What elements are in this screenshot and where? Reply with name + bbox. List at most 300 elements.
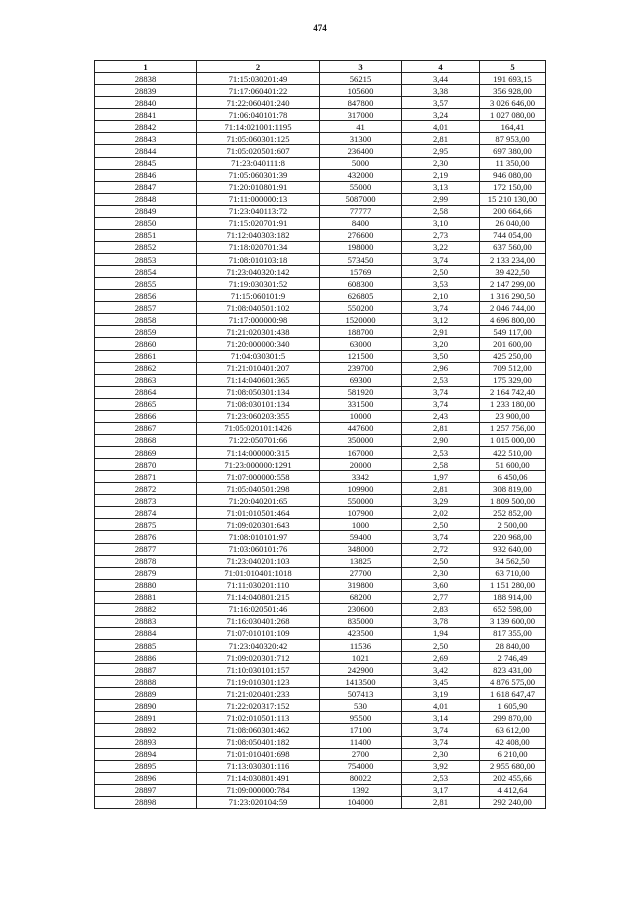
table-row (95, 627, 546, 639)
row-number-cell: 28846 (95, 169, 197, 181)
cadastral-number-cell: 71:23:040320:42 (197, 640, 320, 652)
area-cell: 348000 (320, 543, 402, 555)
rate-cell: 3,19 (402, 688, 480, 700)
row-number-cell: 28867 (95, 422, 197, 434)
cadastral-number-cell: 71:09:020301:643 (197, 519, 320, 531)
cadastral-number-cell: 71:23:040320:142 (197, 266, 320, 278)
cadastral-number-cell: 71:05:020101:1426 (197, 422, 320, 434)
rate-cell: 3,14 (402, 712, 480, 724)
cadastral-value-cell: 252 852,00 (480, 507, 546, 519)
cadastral-number-cell: 71:15:020701:91 (197, 217, 320, 229)
table-row (95, 109, 546, 121)
cadastral-number-cell: 71:21:020301:438 (197, 326, 320, 338)
row-number-cell: 28875 (95, 519, 197, 531)
cadastral-value-cell: 1 316 290,50 (480, 290, 546, 302)
rate-cell: 3,74 (402, 386, 480, 398)
cadastral-value-cell: 1 027 080,00 (480, 109, 546, 121)
rate-cell: 3,38 (402, 85, 480, 97)
rate-cell: 4,01 (402, 121, 480, 133)
area-cell: 69300 (320, 374, 402, 386)
area-cell: 10000 (320, 410, 402, 422)
table-row (95, 241, 546, 253)
cadastral-number-cell: 71:04:030301:5 (197, 350, 320, 362)
cadastral-value-cell: 220 968,00 (480, 531, 546, 543)
table-row (95, 555, 546, 567)
row-number-cell: 28896 (95, 772, 197, 784)
rate-cell: 2,02 (402, 507, 480, 519)
cadastral-number-cell: 71:08:040501:102 (197, 302, 320, 314)
row-number-cell: 28869 (95, 447, 197, 459)
rate-cell: 3,53 (402, 278, 480, 290)
cadastral-number-cell: 71:23:040201:103 (197, 555, 320, 567)
cadastral-value-cell: 6 450,06 (480, 471, 546, 483)
cadastral-value-cell: 172 150,00 (480, 181, 546, 193)
table-row (95, 640, 546, 652)
area-cell: 5087000 (320, 193, 402, 205)
row-number-cell: 28863 (95, 374, 197, 386)
rate-cell: 2,90 (402, 434, 480, 446)
row-number-cell: 28857 (95, 302, 197, 314)
rate-cell: 2,69 (402, 652, 480, 664)
rate-cell: 3,13 (402, 181, 480, 193)
area-cell: 41 (320, 121, 402, 133)
cadastral-value-cell: 2 746,49 (480, 652, 546, 664)
column-header-4: 4 (402, 61, 480, 73)
table-row (95, 302, 546, 314)
area-cell: 104000 (320, 796, 402, 808)
cadastral-value-cell: 200 664,66 (480, 205, 546, 217)
rate-cell: 2,83 (402, 603, 480, 615)
cadastral-number-cell: 71:21:010401:207 (197, 362, 320, 374)
table-row (95, 495, 546, 507)
table-row (95, 145, 546, 157)
row-number-cell: 28881 (95, 591, 197, 603)
rate-cell: 3,12 (402, 314, 480, 326)
table-row (95, 290, 546, 302)
cadastral-value-cell: 4 412,64 (480, 784, 546, 796)
cadastral-value-cell: 425 250,00 (480, 350, 546, 362)
rate-cell: 2,19 (402, 169, 480, 181)
cadastral-value-cell: 42 408,00 (480, 736, 546, 748)
table-row (95, 784, 546, 796)
cadastral-value-cell: 356 928,00 (480, 85, 546, 97)
table-row (95, 688, 546, 700)
rate-cell: 3,17 (402, 784, 480, 796)
rate-cell: 3,74 (402, 531, 480, 543)
table-header-row (95, 61, 546, 73)
rate-cell: 2,30 (402, 567, 480, 579)
table-row (95, 133, 546, 145)
cadastral-value-cell: 652 598,00 (480, 603, 546, 615)
rate-cell: 2,50 (402, 266, 480, 278)
row-number-cell: 28880 (95, 579, 197, 591)
cadastral-number-cell: 71:22:020317:152 (197, 700, 320, 712)
area-cell: 317000 (320, 109, 402, 121)
rate-cell: 1,94 (402, 627, 480, 639)
area-cell: 109900 (320, 483, 402, 495)
row-number-cell: 28883 (95, 615, 197, 627)
area-cell: 550000 (320, 495, 402, 507)
rate-cell: 2,81 (402, 796, 480, 808)
table-row (95, 266, 546, 278)
rate-cell: 3,10 (402, 217, 480, 229)
rate-cell: 2,96 (402, 362, 480, 374)
cadastral-value-cell: 201 600,00 (480, 338, 546, 350)
area-cell: 105600 (320, 85, 402, 97)
table-row (95, 664, 546, 676)
table-row (95, 459, 546, 471)
rate-cell: 2,58 (402, 459, 480, 471)
cadastral-value-cell: 26 040,00 (480, 217, 546, 229)
table-body (95, 73, 546, 809)
area-cell: 80022 (320, 772, 402, 784)
table-row (95, 326, 546, 338)
rate-cell: 2,91 (402, 326, 480, 338)
table-row (95, 434, 546, 446)
cadastral-value-cell: 51 600,00 (480, 459, 546, 471)
cadastral-number-cell: 71:08:030101:134 (197, 398, 320, 410)
column-header-5: 5 (480, 61, 546, 73)
cadastral-number-cell: 71:19:030301:52 (197, 278, 320, 290)
cadastral-value-cell: 1 233 180,00 (480, 398, 546, 410)
table-row (95, 736, 546, 748)
row-number-cell: 28893 (95, 736, 197, 748)
cadastral-number-cell: 71:08:060301:462 (197, 724, 320, 736)
rate-cell: 3,78 (402, 615, 480, 627)
cadastral-value-cell: 2 164 742,40 (480, 386, 546, 398)
table-row (95, 712, 546, 724)
cadastral-number-cell: 71:15:030201:49 (197, 73, 320, 85)
area-cell: 447600 (320, 422, 402, 434)
table-row (95, 157, 546, 169)
cadastral-number-cell: 71:14:030801:491 (197, 772, 320, 784)
table-row (95, 85, 546, 97)
table-row (95, 73, 546, 85)
table-row (95, 724, 546, 736)
area-cell: 107900 (320, 507, 402, 519)
rate-cell: 2,50 (402, 555, 480, 567)
row-number-cell: 28839 (95, 85, 197, 97)
row-number-cell: 28855 (95, 278, 197, 290)
rate-cell: 3,45 (402, 676, 480, 688)
table-row (95, 507, 546, 519)
area-cell: 5000 (320, 157, 402, 169)
row-number-cell: 28842 (95, 121, 197, 133)
rate-cell: 3,57 (402, 97, 480, 109)
table-row (95, 543, 546, 555)
cadastral-value-cell: 175 329,00 (480, 374, 546, 386)
cadastral-value-cell: 308 819,00 (480, 483, 546, 495)
area-cell: 56215 (320, 73, 402, 85)
cadastral-value-cell: 697 380,00 (480, 145, 546, 157)
area-cell: 68200 (320, 591, 402, 603)
table-row (95, 374, 546, 386)
table-row (95, 471, 546, 483)
row-number-cell: 28841 (95, 109, 197, 121)
row-number-cell: 28864 (95, 386, 197, 398)
rate-cell: 3,92 (402, 760, 480, 772)
row-number-cell: 28848 (95, 193, 197, 205)
cadastral-number-cell: 71:05:040501:298 (197, 483, 320, 495)
area-cell: 239700 (320, 362, 402, 374)
cadastral-value-table (94, 60, 546, 809)
cadastral-value-cell: 2 147 299,00 (480, 278, 546, 290)
cadastral-number-cell: 71:02:010501:113 (197, 712, 320, 724)
rate-cell: 3,74 (402, 724, 480, 736)
area-cell: 1413500 (320, 676, 402, 688)
table-row (95, 447, 546, 459)
cadastral-number-cell: 71:23:060203:355 (197, 410, 320, 422)
cadastral-value-cell: 422 510,00 (480, 447, 546, 459)
rate-cell: 2,73 (402, 229, 480, 241)
row-number-cell: 28872 (95, 483, 197, 495)
row-number-cell: 28845 (95, 157, 197, 169)
cadastral-number-cell: 71:19:010301:123 (197, 676, 320, 688)
area-cell: 432000 (320, 169, 402, 181)
rate-cell: 2,53 (402, 772, 480, 784)
table-row (95, 193, 546, 205)
cadastral-number-cell: 71:20:000000:340 (197, 338, 320, 350)
cadastral-value-cell: 23 900,00 (480, 410, 546, 422)
table-row (95, 652, 546, 664)
row-number-cell: 28887 (95, 664, 197, 676)
cadastral-value-cell: 3 026 646,00 (480, 97, 546, 109)
cadastral-number-cell: 71:07:000000:558 (197, 471, 320, 483)
row-number-cell: 28870 (95, 459, 197, 471)
rate-cell: 3,74 (402, 254, 480, 266)
row-number-cell: 28888 (95, 676, 197, 688)
row-number-cell: 28843 (95, 133, 197, 145)
cadastral-number-cell: 71:14:000000:315 (197, 447, 320, 459)
area-cell: 230600 (320, 603, 402, 615)
cadastral-number-cell: 71:17:000000:98 (197, 314, 320, 326)
area-cell: 63000 (320, 338, 402, 350)
cadastral-number-cell: 71:11:030201:110 (197, 579, 320, 591)
cadastral-value-cell: 946 080,00 (480, 169, 546, 181)
row-number-cell: 28871 (95, 471, 197, 483)
rate-cell: 2,58 (402, 205, 480, 217)
rate-cell: 2,30 (402, 748, 480, 760)
table-row (95, 760, 546, 772)
cadastral-value-cell: 1 257 756,00 (480, 422, 546, 434)
cadastral-number-cell: 71:23:020104:59 (197, 796, 320, 808)
cadastral-number-cell: 71:14:021001:1195 (197, 121, 320, 133)
cadastral-value-cell: 63 710,00 (480, 567, 546, 579)
cadastral-number-cell: 71:16:020501:46 (197, 603, 320, 615)
page-number: 474 (313, 23, 327, 33)
row-number-cell: 28862 (95, 362, 197, 374)
cadastral-value-cell: 1 809 500,00 (480, 495, 546, 507)
cadastral-value-cell: 87 953,00 (480, 133, 546, 145)
rate-cell: 2,53 (402, 447, 480, 459)
rate-cell: 3,74 (402, 302, 480, 314)
cadastral-value-cell: 3 139 600,00 (480, 615, 546, 627)
rate-cell: 2,53 (402, 374, 480, 386)
area-cell: 319800 (320, 579, 402, 591)
row-number-cell: 28850 (95, 217, 197, 229)
cadastral-number-cell: 71:23:040113:72 (197, 205, 320, 217)
row-number-cell: 28892 (95, 724, 197, 736)
cadastral-number-cell: 71:09:020301:712 (197, 652, 320, 664)
rate-cell: 2,77 (402, 591, 480, 603)
table-row (95, 386, 546, 398)
area-cell: 13825 (320, 555, 402, 567)
row-number-cell: 28866 (95, 410, 197, 422)
table-row (95, 362, 546, 374)
area-cell: 55000 (320, 181, 402, 193)
area-cell: 95500 (320, 712, 402, 724)
cadastral-number-cell: 71:01:010401:698 (197, 748, 320, 760)
rate-cell: 3,44 (402, 73, 480, 85)
rate-cell: 2,50 (402, 640, 480, 652)
rate-cell: 4,01 (402, 700, 480, 712)
rate-cell: 3,22 (402, 241, 480, 253)
row-number-cell: 28884 (95, 627, 197, 639)
cadastral-value-cell: 6 210,00 (480, 748, 546, 760)
rate-cell: 2,10 (402, 290, 480, 302)
table-row (95, 531, 546, 543)
cadastral-number-cell: 71:11:000000:13 (197, 193, 320, 205)
cadastral-number-cell: 71:08:050301:134 (197, 386, 320, 398)
row-number-cell: 28885 (95, 640, 197, 652)
cadastral-number-cell: 71:01:010401:1018 (197, 567, 320, 579)
area-cell: 167000 (320, 447, 402, 459)
cadastral-number-cell: 71:03:060101:76 (197, 543, 320, 555)
cadastral-value-cell: 39 422,50 (480, 266, 546, 278)
area-cell: 331500 (320, 398, 402, 410)
row-number-cell: 28859 (95, 326, 197, 338)
cadastral-number-cell: 71:13:030301:116 (197, 760, 320, 772)
table-row (95, 121, 546, 133)
row-number-cell: 28898 (95, 796, 197, 808)
cadastral-number-cell: 71:08:010103:18 (197, 254, 320, 266)
table-row (95, 700, 546, 712)
row-number-cell: 28890 (95, 700, 197, 712)
cadastral-value-cell: 2 133 234,00 (480, 254, 546, 266)
table-row (95, 410, 546, 422)
area-cell: 188700 (320, 326, 402, 338)
area-cell: 530 (320, 700, 402, 712)
area-cell: 198000 (320, 241, 402, 253)
cadastral-number-cell: 71:14:040801:215 (197, 591, 320, 603)
area-cell: 835000 (320, 615, 402, 627)
row-number-cell: 28882 (95, 603, 197, 615)
table-row (95, 181, 546, 193)
rate-cell: 3,74 (402, 398, 480, 410)
cadastral-number-cell: 71:06:040101:78 (197, 109, 320, 121)
row-number-cell: 28895 (95, 760, 197, 772)
cadastral-value-cell: 709 512,00 (480, 362, 546, 374)
row-number-cell: 28877 (95, 543, 197, 555)
table-row (95, 796, 546, 808)
table-row (95, 169, 546, 181)
rate-cell: 2,50 (402, 519, 480, 531)
cadastral-value-cell: 1 151 280,00 (480, 579, 546, 591)
cadastral-number-cell: 71:07:010101:109 (197, 627, 320, 639)
cadastral-number-cell: 71:15:060101:9 (197, 290, 320, 302)
area-cell: 15769 (320, 266, 402, 278)
area-cell: 276600 (320, 229, 402, 241)
cadastral-value-cell: 28 840,00 (480, 640, 546, 652)
cadastral-value-cell: 191 693,15 (480, 73, 546, 85)
table-row (95, 567, 546, 579)
table-row (95, 254, 546, 266)
table-row (95, 205, 546, 217)
cadastral-number-cell: 71:05:060301:125 (197, 133, 320, 145)
cadastral-value-cell: 637 560,00 (480, 241, 546, 253)
cadastral-number-cell: 71:12:040303:182 (197, 229, 320, 241)
rate-cell: 3,42 (402, 664, 480, 676)
table-row (95, 97, 546, 109)
cadastral-value-cell: 11 350,00 (480, 157, 546, 169)
area-cell: 423500 (320, 627, 402, 639)
table-row (95, 338, 546, 350)
cadastral-number-cell: 71:08:050401:182 (197, 736, 320, 748)
area-cell: 573450 (320, 254, 402, 266)
row-number-cell: 28844 (95, 145, 197, 157)
table-row (95, 519, 546, 531)
table-row (95, 350, 546, 362)
area-cell: 2700 (320, 748, 402, 760)
row-number-cell: 28876 (95, 531, 197, 543)
rate-cell: 2,43 (402, 410, 480, 422)
area-cell: 20000 (320, 459, 402, 471)
rate-cell: 2,72 (402, 543, 480, 555)
table-row (95, 591, 546, 603)
cadastral-number-cell: 71:17:060401:22 (197, 85, 320, 97)
area-cell: 11400 (320, 736, 402, 748)
table-row (95, 772, 546, 784)
cadastral-value-cell: 744 054,00 (480, 229, 546, 241)
row-number-cell: 28873 (95, 495, 197, 507)
cadastral-number-cell: 71:23:000000:1291 (197, 459, 320, 471)
area-cell: 626805 (320, 290, 402, 302)
cadastral-value-cell: 34 562,50 (480, 555, 546, 567)
rate-cell: 2,81 (402, 483, 480, 495)
cadastral-value-cell: 1 015 000,00 (480, 434, 546, 446)
row-number-cell: 28878 (95, 555, 197, 567)
cadastral-number-cell: 71:18:020701:34 (197, 241, 320, 253)
area-cell: 608300 (320, 278, 402, 290)
column-header-1: 1 (95, 61, 197, 73)
row-number-cell: 28854 (95, 266, 197, 278)
row-number-cell: 28847 (95, 181, 197, 193)
rate-cell: 1,97 (402, 471, 480, 483)
row-number-cell: 28865 (95, 398, 197, 410)
area-cell: 11536 (320, 640, 402, 652)
area-cell: 8400 (320, 217, 402, 229)
cadastral-number-cell: 71:05:020501:607 (197, 145, 320, 157)
cadastral-value-cell: 1 618 647,47 (480, 688, 546, 700)
column-header-3: 3 (320, 61, 402, 73)
row-number-cell: 28891 (95, 712, 197, 724)
cadastral-value-cell: 2 046 744,00 (480, 302, 546, 314)
row-number-cell: 28840 (95, 97, 197, 109)
table-row (95, 229, 546, 241)
table-row (95, 676, 546, 688)
rate-cell: 2,30 (402, 157, 480, 169)
row-number-cell: 28860 (95, 338, 197, 350)
rate-cell: 3,24 (402, 109, 480, 121)
row-number-cell: 28879 (95, 567, 197, 579)
column-header-2: 2 (197, 61, 320, 73)
cadastral-number-cell: 71:22:060401:240 (197, 97, 320, 109)
row-number-cell: 28868 (95, 434, 197, 446)
cadastral-number-cell: 71:10:030101:157 (197, 664, 320, 676)
cadastral-number-cell: 71:21:020401:233 (197, 688, 320, 700)
row-number-cell: 28851 (95, 229, 197, 241)
cadastral-number-cell: 71:05:060301:39 (197, 169, 320, 181)
